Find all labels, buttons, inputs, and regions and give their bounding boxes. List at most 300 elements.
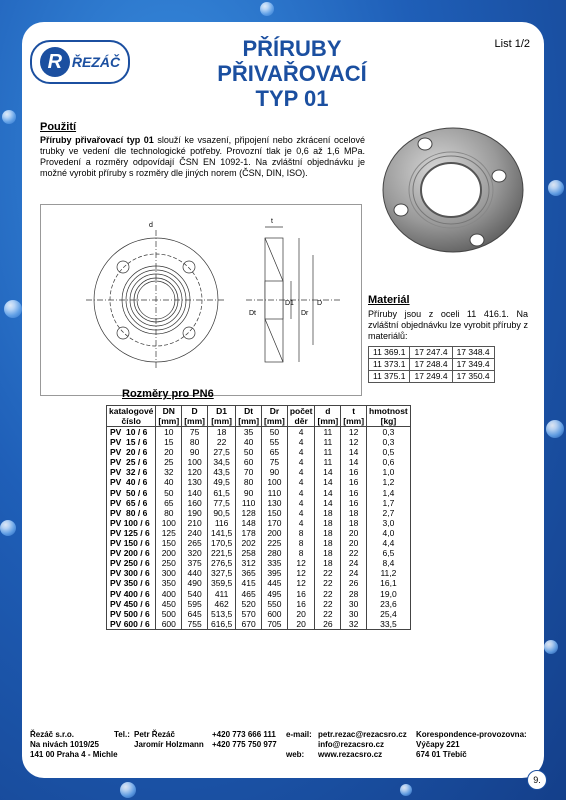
table-cell: 65 [156, 498, 182, 508]
catalog-number-cell: PV 400 / 6 [107, 589, 156, 599]
material-cell: 11 373.1 [369, 359, 410, 371]
table-cell: 100 [262, 477, 288, 487]
column-header-line: děr [294, 416, 308, 426]
column-header-line: [mm] [317, 416, 339, 426]
table-cell: 190 [182, 508, 208, 518]
table-cell: 14 [341, 447, 367, 457]
table-cell: 600 [156, 619, 182, 630]
catalog-number-cell: PV 500 / 6 [107, 609, 156, 619]
catalog-number-cell: PV 80 / 6 [107, 508, 156, 518]
table-row [107, 488, 411, 498]
table-row [107, 578, 411, 588]
table-cell: 40 [236, 437, 262, 447]
table-cell: 110 [236, 498, 262, 508]
column-header-line: D [191, 406, 198, 416]
material-table [368, 346, 495, 383]
dimensions-table [106, 405, 411, 630]
title-line-1: PŘÍRUBY PŘIVAŘOVACÍ [217, 36, 367, 86]
table-cell: 500 [156, 609, 182, 619]
table-cell: 490 [182, 578, 208, 588]
table-cell: 11 [315, 447, 341, 457]
page-number: 9. [527, 770, 547, 790]
table-cell: 18 [341, 508, 367, 518]
table-cell: 20 [341, 538, 367, 548]
table-cell: 28 [341, 589, 367, 599]
table-cell: 0,6 [367, 457, 411, 467]
column-header [182, 406, 208, 427]
table-row [107, 558, 411, 568]
table-cell: 450 [156, 599, 182, 609]
table-cell: 19,0 [367, 589, 411, 599]
table-cell: 16 [341, 467, 367, 477]
table-cell: 14 [315, 488, 341, 498]
catalog-number-cell: PV 25 / 6 [107, 457, 156, 467]
table-row [107, 447, 411, 457]
table-cell: 1,7 [367, 498, 411, 508]
technical-drawing [40, 204, 362, 396]
table-row [107, 467, 411, 477]
material-cell: 17 248.4 [410, 359, 452, 371]
table-cell: 465 [236, 589, 262, 599]
material-cell: 17 247.4 [410, 347, 452, 359]
table-cell: 14 [341, 457, 367, 467]
table-cell: 12 [341, 427, 367, 438]
table-cell: 18 [341, 518, 367, 528]
table-cell: 15 [156, 437, 182, 447]
table-row [107, 427, 411, 438]
column-header [287, 406, 315, 427]
footer-contact2-phone: +420 775 750 977 [212, 740, 277, 749]
table-header-row [107, 406, 411, 427]
table-cell: 2,7 [367, 508, 411, 518]
table-cell: 20 [287, 609, 315, 619]
table-cell: 11 [315, 457, 341, 467]
material-cell: 17 350.4 [452, 371, 494, 383]
table-cell: 1,0 [367, 467, 411, 477]
table-cell: 16 [341, 488, 367, 498]
drawing-label-Dt: Dt [249, 310, 256, 317]
footer-contact2-name: Jaromír Holzmann [134, 740, 204, 749]
table-row [107, 619, 411, 630]
table-cell: 18 [315, 548, 341, 558]
table-cell: 16 [341, 498, 367, 508]
usage-text-body: slouží ke vsazení, připojení nebo zkrácení ocelové trubky ve vedení dle technologické potřeby. Provozní tlak je 0,6 až 1,6 MPa. Provedení a rozměry odpovídají ČSN EN 1092-1. Na zvláštní objednávku je možné vyrobit příruby s rozměry dle jiných norem (ČSN, DIN, ISO). [40, 135, 365, 178]
flange-photo [377, 118, 527, 268]
table-cell: 77,5 [207, 498, 235, 508]
footer-email-label: e-mail: [286, 730, 312, 739]
dimensions-table-body [107, 427, 411, 630]
table-cell: 4 [287, 498, 315, 508]
table-cell: 150 [262, 508, 288, 518]
table-cell: 276,5 [207, 558, 235, 568]
column-header-line: [mm] [238, 416, 260, 426]
table-cell: 50 [236, 447, 262, 457]
table-row [107, 609, 411, 619]
table-cell: 16,1 [367, 578, 411, 588]
table-cell: 16 [341, 477, 367, 487]
material-cell: 17 348.4 [452, 347, 494, 359]
table-cell: 8 [287, 548, 315, 558]
table-cell: 755 [182, 619, 208, 630]
table-row [107, 498, 411, 508]
table-cell: 110 [262, 488, 288, 498]
table-cell: 6,5 [367, 548, 411, 558]
table-row [107, 589, 411, 599]
table-cell: 128 [236, 508, 262, 518]
table-cell: 160 [182, 498, 208, 508]
table-cell: 24 [341, 558, 367, 568]
table-cell: 1,2 [367, 477, 411, 487]
table-cell: 22 [315, 599, 341, 609]
table-cell: 140 [182, 488, 208, 498]
table-cell: 18 [315, 528, 341, 538]
table-cell: 14 [315, 467, 341, 477]
table-cell: 4 [287, 477, 315, 487]
table-cell: 8,4 [367, 558, 411, 568]
catalog-number-cell: PV 32 / 6 [107, 467, 156, 477]
material-row [369, 371, 495, 383]
footer-corr-label: Korespondence-provozovna: [416, 730, 527, 739]
table-cell: 4 [287, 437, 315, 447]
catalog-number-cell: PV 300 / 6 [107, 568, 156, 578]
table-cell: 600 [262, 609, 288, 619]
footer-contact1-phone: +420 773 666 111 [212, 730, 276, 739]
table-cell: 60 [236, 457, 262, 467]
column-header [156, 406, 182, 427]
table-cell: 4,0 [367, 528, 411, 538]
column-header-line: Dt [244, 406, 254, 416]
table-cell: 61,5 [207, 488, 235, 498]
table-cell: 365 [236, 568, 262, 578]
table-cell: 35 [236, 427, 262, 438]
table-cell: 23,6 [367, 599, 411, 609]
bubble-decoration [546, 420, 564, 438]
table-cell: 4 [287, 457, 315, 467]
footer-contacts [134, 730, 204, 750]
material-row [369, 347, 495, 359]
table-cell: 375 [182, 558, 208, 568]
catalog-number-cell: PV 50 / 6 [107, 488, 156, 498]
table-cell: 18 [315, 538, 341, 548]
table-cell: 200 [262, 528, 288, 538]
table-cell: 50 [156, 488, 182, 498]
document-page [22, 22, 544, 778]
catalog-number-cell: PV 10 / 6 [107, 427, 156, 438]
catalog-number-cell: PV 40 / 6 [107, 477, 156, 487]
table-cell: 312 [236, 558, 262, 568]
column-header-line: DN [162, 406, 175, 416]
table-cell: 415 [236, 578, 262, 588]
catalog-number-cell: PV 150 / 6 [107, 538, 156, 548]
column-header-line: [mm] [264, 416, 285, 426]
catalog-number-cell: PV 450 / 6 [107, 599, 156, 609]
table-cell: 4 [287, 447, 315, 457]
drawing-label-d: d [149, 222, 153, 229]
table-cell: 12 [287, 578, 315, 588]
catalog-number-cell: PV 100 / 6 [107, 518, 156, 528]
footer-email1[interactable]: petr.rezac@rezacsro.cz [318, 730, 407, 739]
bubble-decoration [0, 520, 16, 536]
table-cell: 80 [156, 508, 182, 518]
table-cell: 258 [236, 548, 262, 558]
logo-mark: R [40, 47, 70, 77]
usage-section [40, 122, 365, 179]
title-line-2: TYP 01 [255, 86, 329, 111]
bubble-decoration [260, 2, 274, 16]
table-cell: 395 [262, 568, 288, 578]
table-cell: 12 [287, 558, 315, 568]
table-cell: 595 [182, 599, 208, 609]
column-header-line: t [352, 406, 356, 416]
bubble-decoration [400, 784, 412, 796]
company-logo [30, 40, 130, 84]
table-cell: 150 [156, 538, 182, 548]
logo-text: ŘEZÁČ [71, 54, 121, 70]
table-cell: 645 [182, 609, 208, 619]
table-cell: 513,5 [207, 609, 235, 619]
footer-web-label: web: [286, 750, 305, 759]
table-cell: 65 [262, 447, 288, 457]
column-header-line: číslo [121, 416, 141, 426]
column-header-line: Dr [269, 406, 280, 416]
footer-address [30, 730, 118, 760]
table-cell: 22 [315, 609, 341, 619]
table-row [107, 528, 411, 538]
table-cell: 170,5 [207, 538, 235, 548]
table-cell: 670 [236, 619, 262, 630]
table-cell: 70 [236, 467, 262, 477]
table-cell: 80 [236, 477, 262, 487]
material-row [369, 359, 495, 371]
table-cell: 130 [262, 498, 288, 508]
column-header-line: počet [289, 406, 313, 416]
table-cell: 8 [287, 528, 315, 538]
usage-text [40, 135, 365, 179]
table-cell: 0,5 [367, 447, 411, 457]
table-cell: 55 [262, 437, 288, 447]
dimensions-table-header [107, 406, 411, 427]
table-row [107, 568, 411, 578]
table-cell: 240 [182, 528, 208, 538]
column-header-line: [mm] [211, 416, 232, 426]
table-cell: 16 [287, 599, 315, 609]
footer-web[interactable]: www.rezacsro.cz [318, 750, 383, 759]
table-cell: 26 [341, 578, 367, 588]
catalog-number-cell: PV 125 / 6 [107, 528, 156, 538]
table-cell: 495 [262, 589, 288, 599]
footer-links [318, 730, 407, 760]
table-row [107, 548, 411, 558]
table-cell: 327,5 [207, 568, 235, 578]
table-cell: 8 [287, 538, 315, 548]
table-cell: 335 [262, 558, 288, 568]
table-cell: 30 [341, 599, 367, 609]
table-cell: 80 [182, 437, 208, 447]
table-cell: 22 [315, 589, 341, 599]
table-cell: 30 [341, 609, 367, 619]
table-cell: 130 [182, 477, 208, 487]
table-cell: 570 [236, 609, 262, 619]
footer-email2[interactable]: info@rezacsro.cz [318, 740, 385, 749]
table-cell: 0,3 [367, 437, 411, 447]
table-cell: 4 [287, 488, 315, 498]
table-cell: 22 [315, 578, 341, 588]
table-cell: 14 [315, 498, 341, 508]
table-cell: 616,5 [207, 619, 235, 630]
table-cell: 1,4 [367, 488, 411, 498]
table-row [107, 518, 411, 528]
drawing-label-D: D [317, 300, 323, 307]
bubble-decoration [2, 110, 16, 124]
footer-company: Řezáč s.r.o. [30, 730, 75, 739]
footer-labels [286, 730, 312, 760]
table-cell: 20 [341, 528, 367, 538]
table-cell: 280 [262, 548, 288, 558]
table-cell: 14 [315, 477, 341, 487]
usage-text-bold: Příruby přivařovací typ 01 [40, 135, 154, 145]
bubble-decoration [4, 300, 22, 318]
table-cell: 10 [156, 427, 182, 438]
table-cell: 12 [287, 568, 315, 578]
table-row [107, 457, 411, 467]
material-cell: 11 369.1 [369, 347, 410, 359]
bubble-decoration [544, 640, 558, 654]
table-cell: 3,0 [367, 518, 411, 528]
table-cell: 25,4 [367, 609, 411, 619]
table-cell: 170 [262, 518, 288, 528]
bubble-decoration [548, 180, 564, 196]
material-cell: 17 249.4 [410, 371, 452, 383]
column-header-line: [mm] [158, 416, 180, 426]
catalog-number-cell: PV 15 / 6 [107, 437, 156, 447]
table-cell: 520 [236, 599, 262, 609]
table-cell: 20 [287, 619, 315, 630]
table-cell: 40 [156, 477, 182, 487]
column-header-line: d [325, 406, 331, 416]
table-row [107, 437, 411, 447]
material-cell: 11 375.1 [369, 371, 410, 383]
table-cell: 148 [236, 518, 262, 528]
table-cell: 90,5 [207, 508, 235, 518]
drawing-label-Dr: Dr [301, 310, 309, 317]
catalog-number-cell: PV 20 / 6 [107, 447, 156, 457]
column-header-line: katalogové [109, 406, 154, 416]
drawing-label-D1: D1 [285, 300, 294, 307]
table-cell: 12 [341, 437, 367, 447]
table-cell: 18 [207, 427, 235, 438]
table-cell: 265 [182, 538, 208, 548]
table-cell: 90 [182, 447, 208, 457]
table-cell: 0,3 [367, 427, 411, 438]
table-cell: 445 [262, 578, 288, 588]
footer-corr-city: 674 01 Třebíč [416, 750, 467, 759]
material-cell: 17 349.4 [452, 359, 494, 371]
catalog-number-cell: PV 200 / 6 [107, 548, 156, 558]
footer-tel-label: Tel.: [114, 730, 130, 739]
table-cell: 4 [287, 467, 315, 477]
table-cell: 400 [156, 589, 182, 599]
table-cell: 26 [315, 619, 341, 630]
table-cell: 705 [262, 619, 288, 630]
table-cell: 125 [156, 528, 182, 538]
table-cell: 550 [262, 599, 288, 609]
table-cell: 16 [287, 589, 315, 599]
table-cell: 300 [156, 568, 182, 578]
table-cell: 33,5 [367, 619, 411, 630]
table-cell: 540 [182, 589, 208, 599]
table-cell: 25 [156, 457, 182, 467]
column-header-line: D1 [216, 406, 228, 416]
footer-contact1-name: Petr Řezáč [134, 730, 175, 739]
table-cell: 202 [236, 538, 262, 548]
table-row [107, 477, 411, 487]
table-cell: 4 [287, 508, 315, 518]
table-cell: 200 [156, 548, 182, 558]
table-cell: 22 [315, 568, 341, 578]
table-cell: 411 [207, 589, 235, 599]
table-cell: 116 [207, 518, 235, 528]
table-cell: 350 [156, 578, 182, 588]
column-header [207, 406, 235, 427]
table-cell: 22 [341, 548, 367, 558]
table-cell: 75 [182, 427, 208, 438]
table-cell: 20 [156, 447, 182, 457]
column-header [262, 406, 288, 427]
table-cell: 22 [207, 437, 235, 447]
bubble-decoration [120, 782, 136, 798]
table-cell: 359,5 [207, 578, 235, 588]
table-cell: 11,2 [367, 568, 411, 578]
column-header [315, 406, 341, 427]
catalog-number-cell: PV 600 / 6 [107, 619, 156, 630]
material-section [368, 295, 528, 383]
table-cell: 178 [236, 528, 262, 538]
catalog-number-cell: PV 65 / 6 [107, 498, 156, 508]
table-cell: 250 [156, 558, 182, 568]
table-cell: 18 [315, 558, 341, 568]
drawing-label-t: t [271, 218, 273, 225]
column-header [107, 406, 156, 427]
table-cell: 50 [262, 427, 288, 438]
column-header-line: [mm] [184, 416, 205, 426]
table-cell: 43,5 [207, 467, 235, 477]
table-cell: 90 [236, 488, 262, 498]
footer-street: Na nivách 1019/25 [30, 740, 99, 749]
table-cell: 4 [287, 518, 315, 528]
table-cell: 210 [182, 518, 208, 528]
table-cell: 24 [341, 568, 367, 578]
dimensions-title: Rozměry pro PN6 [122, 388, 214, 400]
material-text: Příruby jsou z oceli 11 416.1. Na zvláštní objednávku lze vyrobit příruby z materiálů: [368, 309, 528, 341]
footer-phones [212, 730, 277, 750]
column-header [341, 406, 367, 427]
table-cell: 440 [182, 568, 208, 578]
table-cell: 225 [262, 538, 288, 548]
table-cell: 18 [315, 508, 341, 518]
catalog-number-cell: PV 250 / 6 [107, 558, 156, 568]
table-cell: 100 [182, 457, 208, 467]
table-cell: 100 [156, 518, 182, 528]
table-cell: 11 [315, 437, 341, 447]
table-cell: 27,5 [207, 447, 235, 457]
table-cell: 18 [315, 518, 341, 528]
table-cell: 4,4 [367, 538, 411, 548]
column-header-line: [mm] [343, 416, 365, 426]
table-row [107, 508, 411, 518]
catalog-number-cell: PV 350 / 6 [107, 578, 156, 588]
footer-city: 141 00 Praha 4 - Michle [30, 750, 118, 759]
table-cell: 11 [315, 427, 341, 438]
